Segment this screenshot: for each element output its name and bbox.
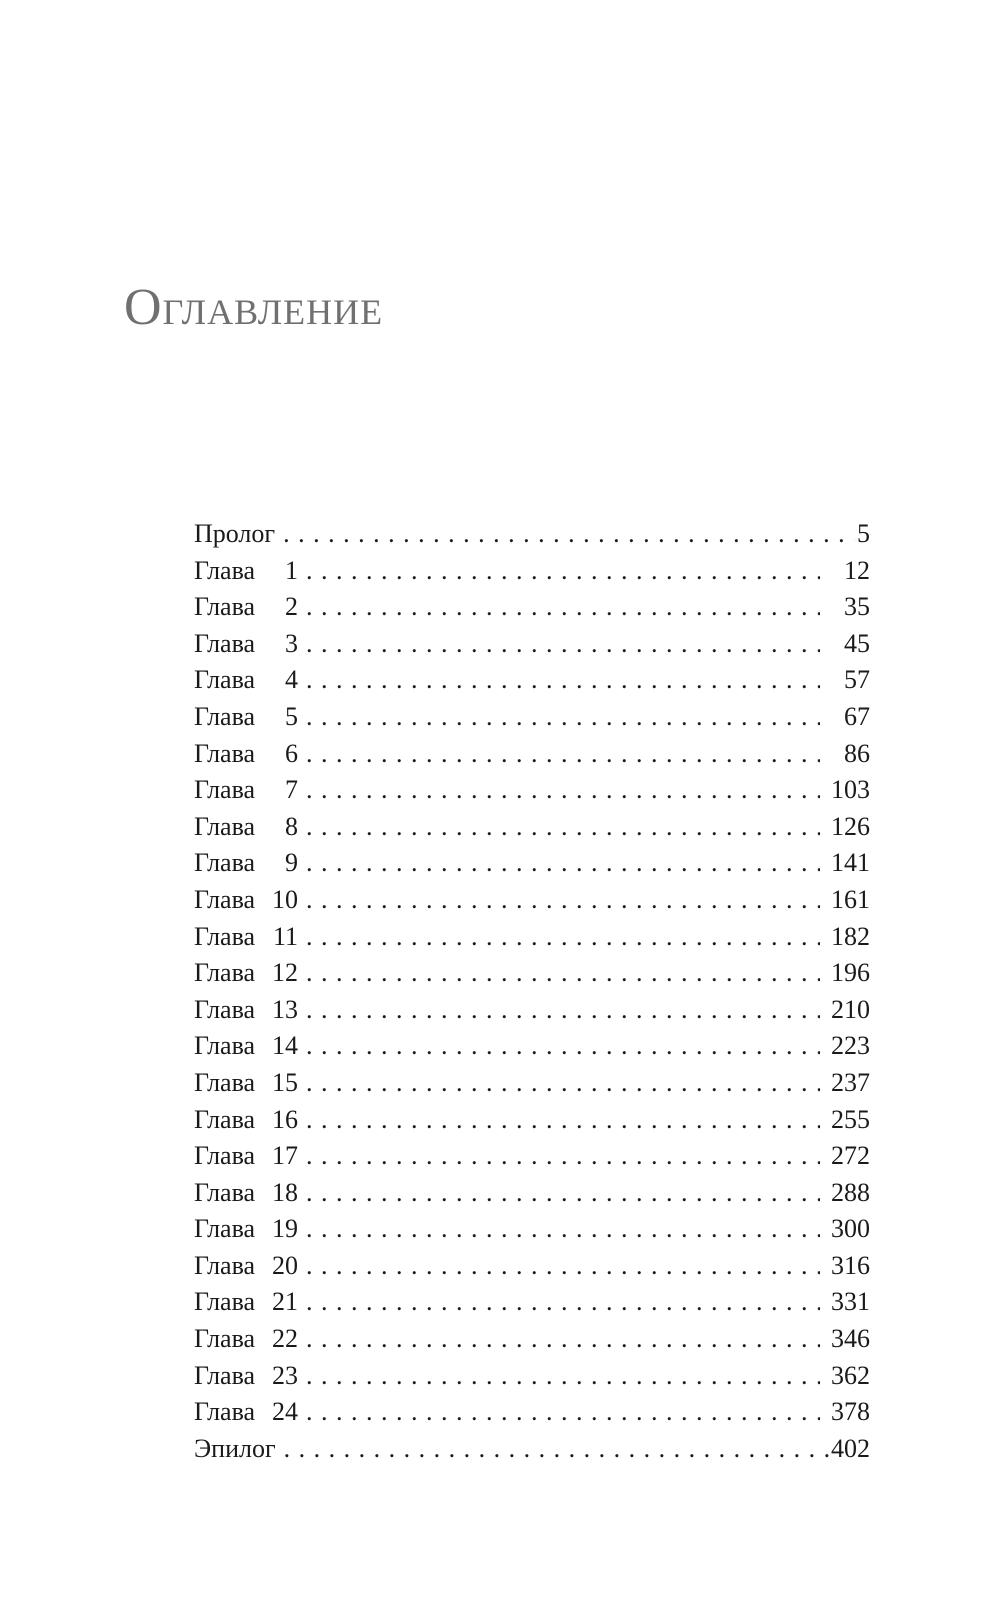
chapter-word: Глава (194, 1250, 256, 1280)
chapter-word: Глава (194, 1067, 256, 1097)
toc-entry-page-number: 255 (831, 1104, 870, 1134)
toc-entry[interactable] (194, 662, 870, 699)
chapter-word: Глава (194, 628, 256, 658)
toc-entry[interactable] (194, 699, 870, 736)
toc-entry[interactable] (194, 736, 870, 773)
toc-entry-page-number: 182 (831, 921, 870, 951)
chapter-word: Глава (194, 1104, 256, 1134)
toc-entry-label: Пролог (194, 519, 276, 548)
toc-entry-label (194, 1138, 298, 1174)
chapter-number: 4 (285, 665, 298, 695)
toc-entry-label (194, 919, 298, 955)
chapter-number: 5 (285, 701, 298, 731)
toc-entry[interactable] (194, 1028, 870, 1065)
toc-entry-label (194, 1211, 298, 1247)
toc-entry-page-number: 402 (831, 1433, 870, 1463)
toc-entry[interactable] (194, 919, 870, 956)
chapter-number: 16 (272, 1104, 298, 1134)
toc-entry[interactable] (194, 553, 870, 590)
toc-entry-page-number: 12 (844, 555, 870, 585)
toc-entry-label (194, 772, 298, 808)
dot-leader (306, 1284, 820, 1320)
toc-entry-page-number: 103 (831, 775, 870, 805)
toc-entry-page-number: 45 (844, 628, 870, 658)
toc-entry-page-number: 288 (831, 1177, 870, 1207)
dot-leader (306, 955, 820, 991)
dot-leader (306, 882, 820, 918)
dot-leader (306, 736, 820, 772)
chapter-word: Глава (194, 555, 256, 585)
toc-entry-page-number: 362 (831, 1360, 870, 1390)
toc-entry-label (194, 955, 298, 991)
toc-entry-label (194, 626, 298, 662)
toc-entry-label (194, 882, 298, 918)
toc-entry-label (194, 662, 298, 698)
toc-entry[interactable] (194, 516, 870, 553)
toc-entry[interactable] (194, 845, 870, 882)
toc-entry-label (194, 699, 298, 735)
toc-entry-page-number: 196 (831, 958, 870, 988)
chapter-number: 1 (285, 555, 298, 585)
toc-entry-label (194, 1028, 298, 1064)
chapter-number: 10 (272, 884, 298, 914)
toc-entry-page-number: 378 (831, 1397, 870, 1427)
dot-leader (306, 772, 820, 808)
toc-entry-page-number: 346 (831, 1324, 870, 1354)
dot-leader (284, 1431, 829, 1467)
dot-leader (306, 699, 820, 735)
chapter-number: 19 (272, 1214, 298, 1244)
dot-leader (306, 553, 820, 589)
toc-entry[interactable] (194, 1065, 870, 1102)
toc-entry-page-number: 331 (831, 1287, 870, 1317)
toc-entry-label (194, 1175, 298, 1211)
dot-leader (306, 1358, 820, 1394)
toc-entry-label (194, 1358, 298, 1394)
chapter-number: 13 (272, 994, 298, 1024)
dot-leader (306, 1102, 820, 1138)
chapter-word: Глава (194, 884, 256, 914)
dot-leader (306, 919, 820, 955)
toc-entry[interactable] (194, 1431, 870, 1468)
toc-entry-label (194, 1394, 298, 1430)
toc-entry-label (194, 1321, 298, 1357)
toc-entry-label (194, 1102, 298, 1138)
toc-entry-label (194, 1284, 298, 1320)
toc-entry[interactable] (194, 1211, 870, 1248)
toc-entry[interactable] (194, 992, 870, 1029)
toc-entry[interactable] (194, 1248, 870, 1285)
chapter-word: Глава (194, 1177, 256, 1207)
toc-entry-label (194, 736, 298, 772)
page-title: Оглавление (124, 279, 384, 336)
chapter-word: Глава (194, 958, 256, 988)
chapter-word: Глава (194, 1031, 256, 1061)
chapter-number: 22 (272, 1324, 298, 1354)
toc-entry[interactable] (194, 1321, 870, 1358)
chapter-word: Глава (194, 1360, 256, 1390)
toc-entry-label (194, 1248, 298, 1284)
toc-entry-page-number: 223 (831, 1031, 870, 1061)
toc-entry-page-number: 141 (831, 848, 870, 878)
dot-leader (306, 1211, 820, 1247)
toc-entry-label: Эпилог (194, 1433, 276, 1463)
toc-entry[interactable] (194, 589, 870, 626)
table-of-contents (194, 516, 870, 1467)
toc-entry[interactable] (194, 1358, 870, 1395)
toc-entry-page-number: 300 (831, 1214, 870, 1244)
chapter-number: 21 (272, 1287, 298, 1317)
chapter-word: Глава (194, 1141, 256, 1171)
chapter-word: Глава (194, 1287, 256, 1317)
dot-leader (306, 1248, 820, 1284)
dot-leader (306, 1175, 820, 1211)
toc-entry-page-number: 161 (831, 884, 870, 914)
chapter-number: 7 (285, 775, 298, 805)
chapter-number: 11 (272, 921, 298, 951)
chapter-word: Глава (194, 811, 256, 841)
toc-entry[interactable] (194, 882, 870, 919)
dot-leader (306, 1065, 820, 1101)
dot-leader (306, 626, 820, 662)
toc-entry[interactable] (194, 955, 870, 992)
toc-entry-page-number: 67 (844, 701, 870, 731)
chapter-number: 8 (285, 811, 298, 841)
toc-entry[interactable] (194, 772, 870, 809)
toc-entry-label (194, 553, 298, 589)
chapter-word: Глава (194, 665, 256, 695)
toc-entry-page-number: 316 (831, 1250, 870, 1280)
chapter-word: Глава (194, 848, 256, 878)
dot-leader (306, 662, 820, 698)
dot-leader (306, 589, 820, 625)
toc-entry-label (194, 992, 298, 1028)
toc-entry-page-number: 272 (831, 1141, 870, 1171)
chapter-number: 3 (285, 628, 298, 658)
chapter-number: 18 (272, 1177, 298, 1207)
toc-entry[interactable] (194, 1138, 870, 1175)
chapter-number: 20 (272, 1250, 298, 1280)
chapter-number: 2 (285, 592, 298, 622)
chapter-number: 23 (272, 1360, 298, 1390)
toc-entry[interactable] (194, 1394, 870, 1431)
toc-entry[interactable] (194, 1102, 870, 1139)
toc-entry-page-number: 35 (844, 592, 870, 622)
chapter-word: Глава (194, 921, 256, 951)
dot-leader (306, 845, 820, 881)
toc-entry-page-number: 237 (831, 1067, 870, 1097)
chapter-number: 15 (272, 1067, 298, 1097)
dot-leader (283, 516, 855, 552)
toc-entry-label (194, 1065, 298, 1101)
chapter-number: 6 (285, 738, 298, 768)
toc-entry-page-number: 5 (857, 519, 870, 548)
chapter-word: Глава (194, 1397, 256, 1427)
toc-entry-page-number: 126 (831, 811, 870, 841)
chapter-word: Глава (194, 738, 256, 768)
dot-leader (306, 1138, 820, 1174)
chapter-number: 14 (272, 1031, 298, 1061)
chapter-word: Глава (194, 1324, 256, 1354)
toc-entry[interactable] (194, 626, 870, 663)
toc-entry[interactable] (194, 1175, 870, 1212)
chapter-number: 24 (272, 1397, 298, 1427)
toc-entry-page-number: 57 (844, 665, 870, 695)
dot-leader (306, 1394, 820, 1430)
toc-entry-label (194, 845, 298, 881)
toc-entry[interactable] (194, 809, 870, 846)
chapter-number: 12 (272, 958, 298, 988)
chapter-word: Глава (194, 994, 256, 1024)
chapter-number: 17 (272, 1141, 298, 1171)
toc-entry-label (194, 809, 298, 845)
toc-entry[interactable] (194, 1284, 870, 1321)
dot-leader (306, 809, 820, 845)
chapter-word: Глава (194, 1214, 256, 1244)
dot-leader (306, 992, 820, 1028)
chapter-word: Глава (194, 592, 256, 622)
chapter-word: Глава (194, 701, 256, 731)
chapter-number: 9 (285, 848, 298, 878)
toc-entry-page-number: 210 (831, 994, 870, 1024)
toc-entry-page-number: 86 (844, 738, 870, 768)
chapter-word: Глава (194, 775, 256, 805)
dot-leader (306, 1321, 820, 1357)
toc-entry-label (194, 589, 298, 625)
dot-leader (306, 1028, 820, 1064)
